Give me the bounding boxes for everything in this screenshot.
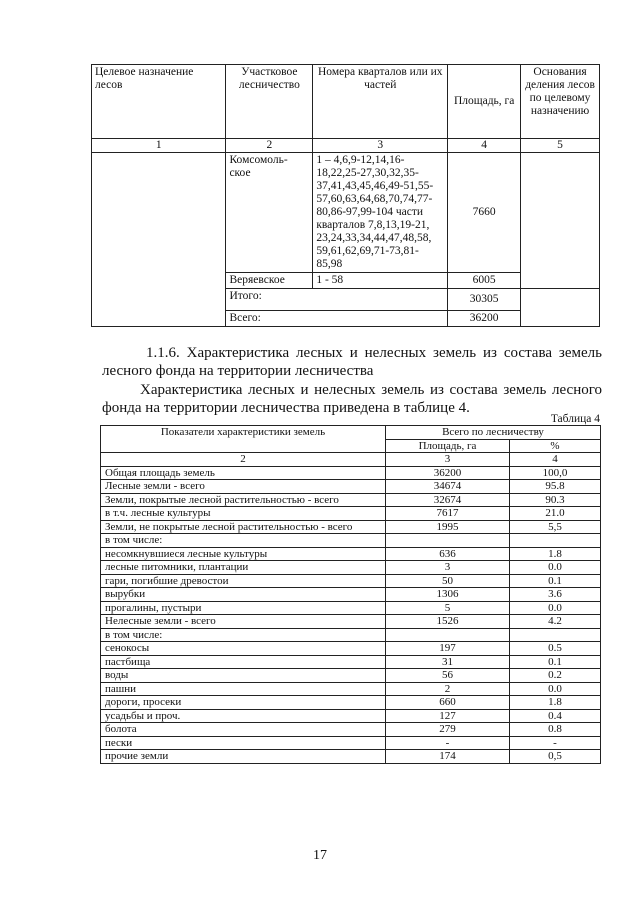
col-number: 5: [521, 139, 600, 153]
col-number: 2: [101, 453, 386, 467]
table-row: [101, 696, 601, 710]
row-area: [386, 628, 510, 642]
table-row: [101, 507, 601, 521]
table-row: [101, 736, 601, 750]
row-percent: -: [510, 736, 601, 750]
row-percent: 0.0: [510, 601, 601, 615]
row-area: 2: [386, 682, 510, 696]
header-area: Площадь, га: [386, 439, 510, 453]
row-area: 7617: [386, 507, 510, 521]
area-cell: 7660: [448, 153, 521, 273]
forest-purpose-table: [91, 64, 600, 327]
row-label: несомкнувшиеся лесные культуры: [101, 547, 386, 561]
row-area: 50: [386, 574, 510, 588]
quarters-cell: 1 – 4,6,9-12,14,16- 18,22,25-27,30,32,35- 37,41,43,45,46,49-51,55- 57,60,63,64,68,70,74,77- 80,86-97,99-104 части кварталов 7,8,13,19-21, 23,24,33,34,44,47,48,58, 59,61,62,69,71-73,81- 85,98: [313, 153, 448, 273]
row-percent: 0.8: [510, 723, 601, 737]
header-basis: Основания деления лесов по целевому назначению: [521, 65, 600, 139]
table-row: [101, 547, 601, 561]
table-row: [101, 709, 601, 723]
row-label: усадьбы и проч.: [101, 709, 386, 723]
row-label: прочие земли: [101, 750, 386, 764]
row-percent: 0.2: [510, 669, 601, 683]
header-purpose: Целевое назначение лесов: [92, 65, 226, 139]
table-row: [92, 153, 600, 273]
table-row: [101, 601, 601, 615]
total-value: 36200: [448, 311, 521, 327]
row-percent: 0.0: [510, 682, 601, 696]
header-quarters: Номера кварталов или их частей: [313, 65, 448, 139]
row-label: Лесные земли - всего: [101, 480, 386, 494]
total-label: Всего:: [226, 311, 448, 327]
row-area: 36200: [386, 466, 510, 480]
row-area: 660: [386, 696, 510, 710]
row-label: болота: [101, 723, 386, 737]
row-percent: 3.6: [510, 588, 601, 602]
table-row: [101, 534, 601, 548]
intro-paragraph: Характеристика лесных и нелесных земель из состава земель лесного фонда на территории лесничества приведена в таблице 4.: [102, 382, 602, 416]
row-label: пески: [101, 736, 386, 750]
row-area: 127: [386, 709, 510, 723]
table-row: [101, 561, 601, 575]
table-row: [101, 642, 601, 656]
row-label: Общая площадь земель: [101, 466, 386, 480]
table-row: [101, 615, 601, 629]
row-label: воды: [101, 669, 386, 683]
subtotal-value: 30305: [448, 289, 521, 311]
row-percent: 0.1: [510, 574, 601, 588]
row-area: 56: [386, 669, 510, 683]
table-row: [101, 588, 601, 602]
area-cell: 6005: [448, 273, 521, 289]
table-row: [101, 723, 601, 737]
row-percent: 0.1: [510, 655, 601, 669]
row-label: Нелесные земли - всего: [101, 615, 386, 629]
district-cell: Комсомоль- ское: [226, 153, 313, 273]
subtotal-label: Итого:: [226, 289, 448, 311]
row-label: Земли, не покрытые лесной растительностью - всего: [101, 520, 386, 534]
land-characteristics-table: [100, 425, 601, 764]
row-area: 1306: [386, 588, 510, 602]
header-indicators: Показатели характеристики земель: [101, 426, 386, 453]
row-percent: 100,0: [510, 466, 601, 480]
row-label: пастбища: [101, 655, 386, 669]
table-row: [101, 493, 601, 507]
page-number: 17: [313, 848, 327, 863]
col-number: 4: [510, 453, 601, 467]
col-number: 1: [92, 139, 226, 153]
row-percent: 0,5: [510, 750, 601, 764]
row-area: 1526: [386, 615, 510, 629]
row-percent: 0.5: [510, 642, 601, 656]
row-percent: 1.8: [510, 547, 601, 561]
quarters-cell: 1 - 58: [313, 273, 448, 289]
row-percent: 21.0: [510, 507, 601, 521]
row-percent: 1.8: [510, 696, 601, 710]
row-label: прогалины, пустыри: [101, 601, 386, 615]
header-district: Участковое лесничество: [226, 65, 313, 139]
basis-cell: [521, 153, 600, 289]
row-label: вырубки: [101, 588, 386, 602]
row-label: пашни: [101, 682, 386, 696]
row-area: -: [386, 736, 510, 750]
basis-cell: [521, 289, 600, 327]
row-label: в том числе:: [101, 628, 386, 642]
row-area: 1995: [386, 520, 510, 534]
row-area: 34674: [386, 480, 510, 494]
table-row: [101, 655, 601, 669]
row-area: 3: [386, 561, 510, 575]
table-row: [101, 750, 601, 764]
row-area: 279: [386, 723, 510, 737]
row-percent: 5,5: [510, 520, 601, 534]
table-caption: Таблица 4: [550, 413, 600, 425]
row-percent: 4.2: [510, 615, 601, 629]
row-area: 636: [386, 547, 510, 561]
row-label: гари, погибшие древостои: [101, 574, 386, 588]
row-percent: 90.3: [510, 493, 601, 507]
col-number: 4: [448, 139, 521, 153]
table-row: [101, 574, 601, 588]
row-area: 32674: [386, 493, 510, 507]
row-label: сенокосы: [101, 642, 386, 656]
header-total: Всего по лесничеству: [386, 426, 601, 440]
row-area: 174: [386, 750, 510, 764]
row-label: в том числе:: [101, 534, 386, 548]
table-row: [101, 669, 601, 683]
row-area: 197: [386, 642, 510, 656]
section-heading: 1.1.6. Характеристика лесных и нелесных земель из состава земель лесного фонда на территории лесничества: [102, 345, 602, 379]
header-area: Площадь, га: [448, 65, 521, 139]
row-percent: [510, 628, 601, 642]
row-area: [386, 534, 510, 548]
table-row: [101, 466, 601, 480]
table-row: [101, 628, 601, 642]
row-area: 5: [386, 601, 510, 615]
table-row: [101, 480, 601, 494]
purpose-cell: [92, 153, 226, 327]
col-number: 2: [226, 139, 313, 153]
table-row: [101, 520, 601, 534]
district-cell: Веряевское: [226, 273, 313, 289]
header-percent: %: [510, 439, 601, 453]
row-percent: 0.4: [510, 709, 601, 723]
row-label: дороги, просеки: [101, 696, 386, 710]
col-number: 3: [313, 139, 448, 153]
col-number: 3: [386, 453, 510, 467]
row-label: Земли, покрытые лесной растительностью - всего: [101, 493, 386, 507]
row-area: 31: [386, 655, 510, 669]
row-percent: [510, 534, 601, 548]
row-percent: 95.8: [510, 480, 601, 494]
table-row: [101, 682, 601, 696]
row-percent: 0.0: [510, 561, 601, 575]
row-label: в т.ч. лесные культуры: [101, 507, 386, 521]
row-label: лесные питомники, плантации: [101, 561, 386, 575]
